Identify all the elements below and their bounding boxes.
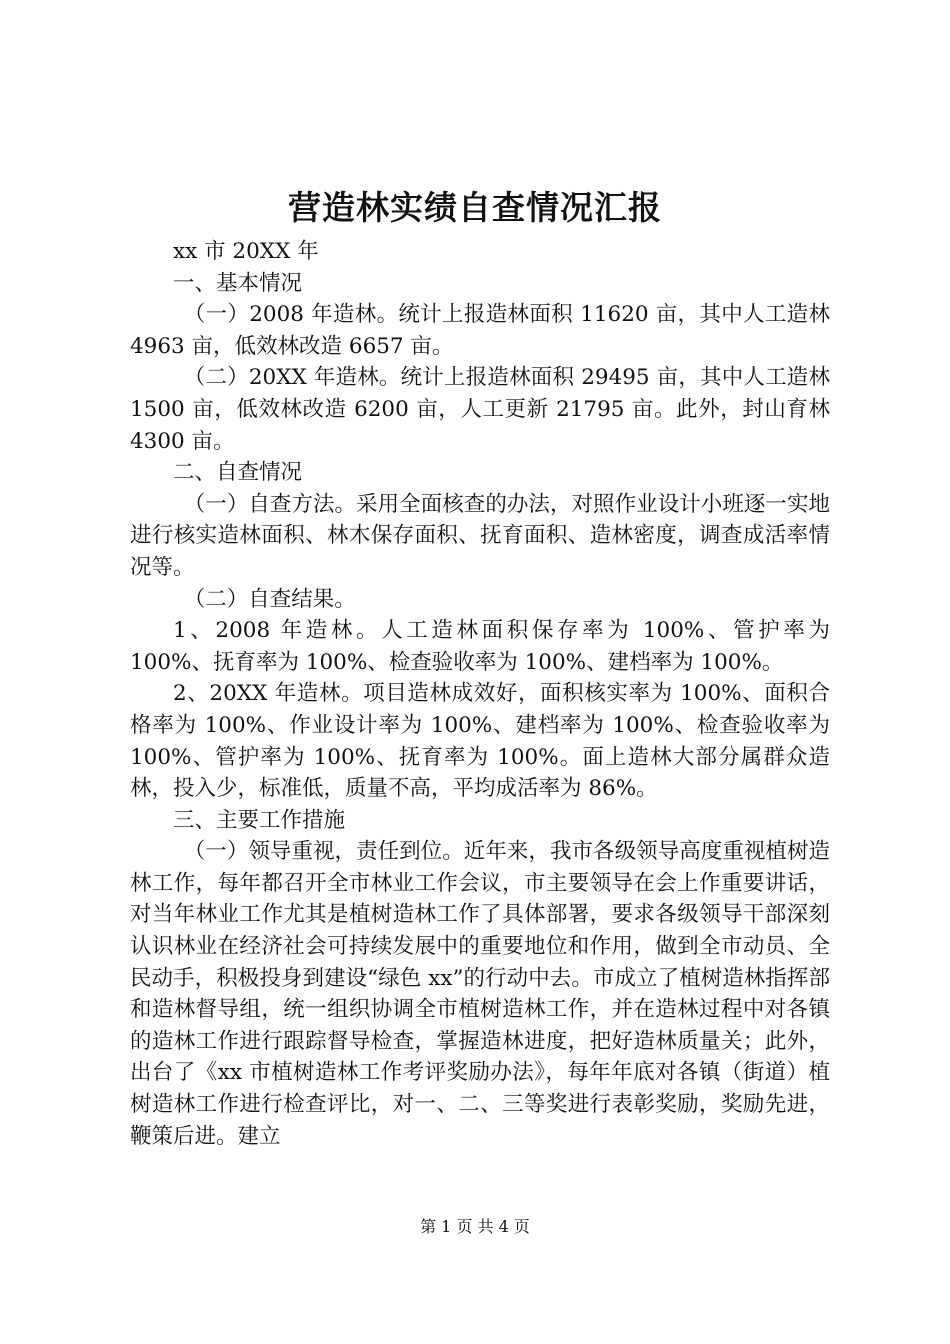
- paragraph: （二）20XX 年造林。统计上报造林面积 29495 亩，其中人工造林 1500 亩，低效林改造 6200 亩，人工更新 21795 亩。此外，封山育林 4300 亩。: [130, 365, 830, 454]
- paragraph: （一）领导重视，责任到位。近年来，我市各级领导高度重视植树造林工作，每年都召开全市林业工作会议，市主要领导在会上作重要讲话，对当年林业工作尤其是植树造林工作了具体部署，要求各级领导干部深刻认识林业在经济社会可持续发展中的重要地位和作用，做到全市动员、全民动手，积极投身到建设“绿色 xx”的行动中去。市成立了植树造林指挥部和造林督导组，统一组织协调全市植树造林工作，并在造林过程中对各镇的造林工作进行跟踪督导检查，掌握造林进度，把好造林质量关；此外，出台了《xx 市植树造林工作考评奖励办法》，每年年底对各镇（街道）植树造林工作进行检查评比，对一、二、三等奖进行表彰奖励，奖励先进，鞭策后进。建立: [130, 839, 830, 1149]
- section-heading-3: 三、主要工作措施: [173, 807, 346, 833]
- paragraph: 1、2008 年造林。人工造林面积保存率为 100%、管护率为 100%、抚育率为 100%、检查验收率为 100%、建档率为 100%。: [130, 618, 830, 675]
- paragraph: （一）2008 年造林。统计上报造林面积 11620 亩，其中人工造林 4963 亩，低效林改造 6657 亩。: [130, 302, 830, 359]
- section-heading-2: 二、自查情况: [173, 460, 303, 486]
- document-body: [130, 236, 830, 1152]
- page-footer: 第 1 页 共 4 页: [420, 1217, 530, 1236]
- paragraph: 2、20XX 年造林。项目造林成效好，面积核实率为 100%、面积合格率为 100%、作业设计率为 100%、建档率为 100%、检查验收率为 100%、管护率为 100%、抚育率为 100%。面上造林大部分属群众造林，投入少，标准低，质量不高，平均成活率为 86%。: [130, 681, 830, 802]
- section-heading-1: 一、基本情况: [173, 270, 303, 296]
- paragraph-header-line: xx 市 20XX 年: [173, 239, 319, 264]
- paragraph: （一）自查方法。采用全面核查的办法，对照作业设计小班逐一实地进行核实造林面积、林木保存面积、抚育面积、造林密度，调查成活率情况等。: [130, 491, 830, 580]
- document-title: 营造林实绩自查情况汇报: [288, 188, 662, 227]
- paragraph: （二）自查结果。: [183, 586, 356, 612]
